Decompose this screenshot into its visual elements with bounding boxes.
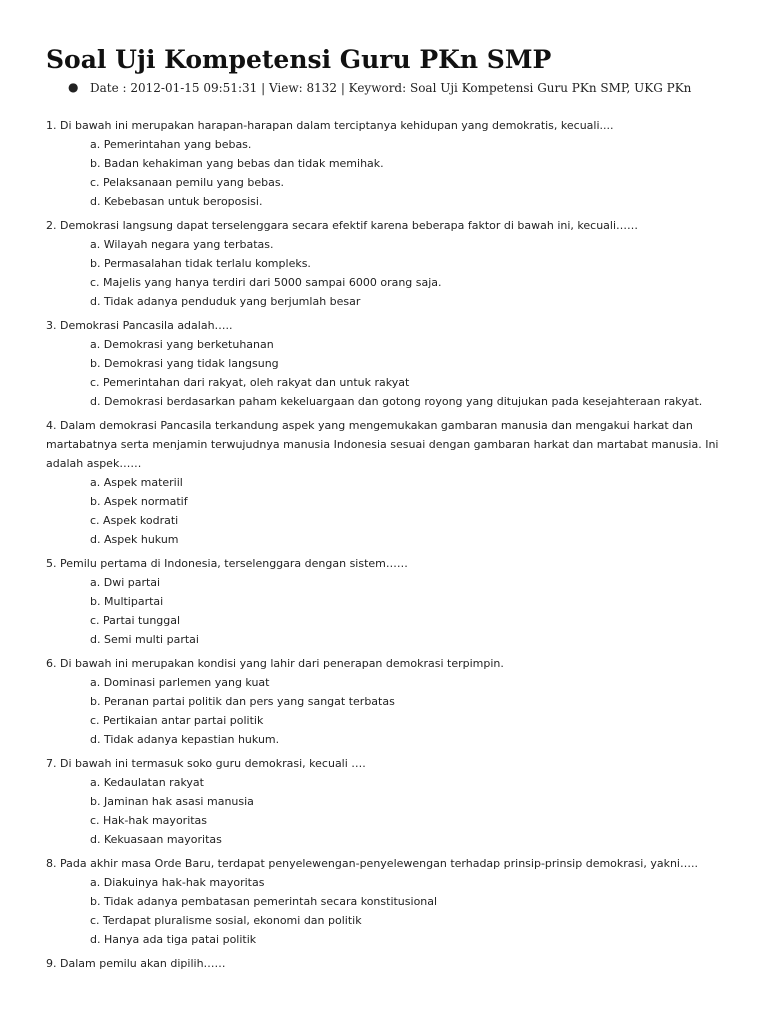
answer-option: a. Dominasi parlemen yang kuat	[90, 676, 270, 689]
answer-option: a. Demokrasi yang berketuhanan	[90, 338, 274, 351]
bullet-icon: ●	[68, 80, 79, 94]
question-text: 8. Pada akhir masa Orde Baru, terdapat penyelewengan-penyelewengan terhadap prinsip-prinsip demokrasi, yakni…..	[46, 857, 698, 870]
question-text: 6. Di bawah ini merupakan kondisi yang lahir dari penerapan demokrasi terpimpin.	[46, 657, 504, 670]
question-text: 9. Dalam pemilu akan dipilih……	[46, 957, 226, 970]
answer-option: b. Badan kehakiman yang bebas dan tidak memihak.	[90, 157, 384, 170]
question-item	[46, 854, 736, 954]
answer-option: d. Kekuasaan mayoritas	[90, 833, 222, 846]
answer-options	[46, 573, 736, 649]
post-meta: Date : 2012-01-15 09:51:31 | View: 8132 | Keyword: Soal Uji Kompetensi Guru PKn SMP, UKG PKn	[90, 81, 692, 95]
answer-option: a. Aspek materiil	[90, 476, 183, 489]
answer-option: c. Pelaksanaan pemilu yang bebas.	[90, 176, 285, 189]
answer-option: c. Aspek kodrati	[90, 514, 179, 527]
question-list	[46, 116, 736, 978]
answer-option: d. Semi multi partai	[90, 633, 199, 646]
question-text: 5. Pemilu pertama di Indonesia, terselenggara dengan sistem……	[46, 557, 408, 570]
answer-options	[46, 673, 736, 749]
answer-option: b. Demokrasi yang tidak langsung	[90, 357, 279, 370]
question-item	[46, 654, 736, 754]
answer-option: a. Dwi partai	[90, 576, 161, 589]
answer-option: c. Pemerintahan dari rakyat, oleh rakyat dan untuk rakyat	[90, 376, 410, 389]
question-text: 3. Demokrasi Pancasila adalah…..	[46, 319, 233, 332]
answer-options	[46, 473, 736, 549]
answer-options	[46, 873, 736, 949]
answer-option: b. Multipartai	[90, 595, 164, 608]
answer-option: d. Demokrasi berdasarkan paham kekeluargaan dan gotong royong yang ditujukan pada kesejahteraan rakyat.	[90, 395, 703, 408]
question-text: 2. Demokrasi langsung dapat terselenggara secara efektif karena beberapa faktor di bawah ini, kecuali……	[46, 219, 639, 232]
answer-option: a. Wilayah negara yang terbatas.	[90, 238, 274, 251]
question-item	[46, 954, 736, 978]
answer-option: b. Permasalahan tidak terlalu kompleks.	[90, 257, 311, 270]
question-text: 1. Di bawah ini merupakan harapan-harapan dalam terciptanya kehidupan yang demokratis, kecuali....	[46, 119, 614, 132]
answer-option: b. Jaminan hak asasi manusia	[90, 795, 254, 808]
question-item	[46, 754, 736, 854]
answer-option: c. Majelis yang hanya terdiri dari 5000 sampai 6000 orang saja.	[90, 276, 442, 289]
question-text: 7. Di bawah ini termasuk soko guru demokrasi, kecuali ….	[46, 757, 366, 770]
answer-option: d. Hanya ada tiga patai politik	[90, 933, 257, 946]
answer-options	[46, 135, 736, 211]
answer-options	[46, 235, 736, 311]
answer-options	[46, 335, 736, 411]
answer-option: c. Terdapat pluralisme sosial, ekonomi dan politik	[90, 914, 362, 927]
answer-option: a. Kedaulatan rakyat	[90, 776, 204, 789]
answer-option: d. Aspek hukum	[90, 533, 179, 546]
answer-option: b. Peranan partai politik dan pers yang sangat terbatas	[90, 695, 395, 708]
answer-option: a. Pemerintahan yang bebas.	[90, 138, 252, 151]
question-text: 4. Dalam demokrasi Pancasila terkandung aspek yang mengemukakan gambaran manusia dan mengakui harkat dan martabatnya serta menjamin terwujudnya manusia Indonesia sesuai dengan gambaran harkat dan martabat manusia. Ini adalah aspek……	[46, 419, 719, 470]
page-title: Soal Uji Kompetensi Guru PKn SMP	[46, 45, 552, 74]
question-item	[46, 216, 736, 316]
answer-option: c. Hak-hak mayoritas	[90, 814, 208, 827]
answer-option: b. Aspek normatif	[90, 495, 188, 508]
question-item	[46, 416, 736, 554]
question-item	[46, 554, 736, 654]
answer-option: c. Partai tunggal	[90, 614, 181, 627]
answer-option: d. Tidak adanya penduduk yang berjumlah besar	[90, 295, 361, 308]
answer-option: b. Tidak adanya pembatasan pemerintah secara konstitusional	[90, 895, 438, 908]
answer-option: a. Diakuinya hak-hak mayoritas	[90, 876, 265, 889]
question-item	[46, 116, 736, 216]
answer-option: c. Pertikaian antar partai politik	[90, 714, 264, 727]
answer-option: d. Kebebasan untuk beroposisi.	[90, 195, 263, 208]
answer-option: d. Tidak adanya kepastian hukum.	[90, 733, 280, 746]
answer-options	[46, 773, 736, 849]
question-item	[46, 316, 736, 416]
